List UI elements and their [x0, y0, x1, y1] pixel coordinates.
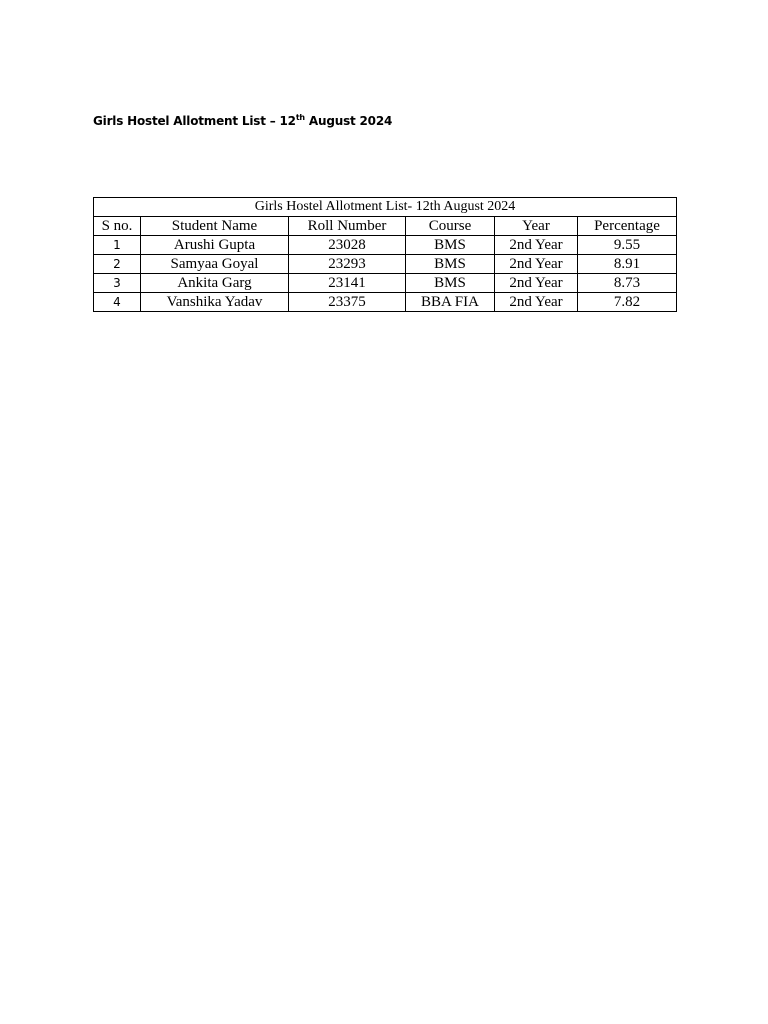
cell-year: 2nd Year — [495, 293, 578, 312]
cell-student-name: Vanshika Yadav — [141, 293, 289, 312]
document-title-superscript: th — [295, 113, 305, 122]
header-year: Year — [495, 217, 578, 236]
cell-sno: 1 — [94, 236, 141, 255]
table-caption: Girls Hostel Allotment List- 12th August 2024 — [94, 198, 677, 217]
cell-roll-number: 23141 — [289, 274, 406, 293]
table-header-row — [94, 217, 677, 236]
cell-sno: 4 — [94, 293, 141, 312]
cell-sno: 2 — [94, 255, 141, 274]
cell-student-name: Arushi Gupta — [141, 236, 289, 255]
cell-roll-number: 23028 — [289, 236, 406, 255]
cell-roll-number: 23293 — [289, 255, 406, 274]
header-course: Course — [406, 217, 495, 236]
document-title-main: Girls Hostel Allotment List – 12 — [93, 114, 296, 128]
table-row — [94, 255, 677, 274]
cell-course: BMS — [406, 274, 495, 293]
header-sno: S no. — [94, 217, 141, 236]
table-row — [94, 236, 677, 255]
document-title — [93, 114, 392, 128]
cell-course: BMS — [406, 255, 495, 274]
allotment-table — [93, 197, 677, 312]
header-percentage: Percentage — [578, 217, 677, 236]
table-row — [94, 293, 677, 312]
cell-percentage: 8.73 — [578, 274, 677, 293]
cell-percentage: 7.82 — [578, 293, 677, 312]
header-student-name: Student Name — [141, 217, 289, 236]
cell-year: 2nd Year — [495, 255, 578, 274]
cell-sno: 3 — [94, 274, 141, 293]
cell-course: BMS — [406, 236, 495, 255]
header-roll-number: Roll Number — [289, 217, 406, 236]
cell-roll-number: 23375 — [289, 293, 406, 312]
table-row — [94, 274, 677, 293]
cell-year: 2nd Year — [495, 236, 578, 255]
table-caption-row — [94, 198, 677, 217]
cell-percentage: 8.91 — [578, 255, 677, 274]
cell-student-name: Samyaa Goyal — [141, 255, 289, 274]
cell-year: 2nd Year — [495, 274, 578, 293]
cell-percentage: 9.55 — [578, 236, 677, 255]
cell-course: BBA FIA — [406, 293, 495, 312]
cell-student-name: Ankita Garg — [141, 274, 289, 293]
document-title-rest: August 2024 — [304, 114, 393, 128]
